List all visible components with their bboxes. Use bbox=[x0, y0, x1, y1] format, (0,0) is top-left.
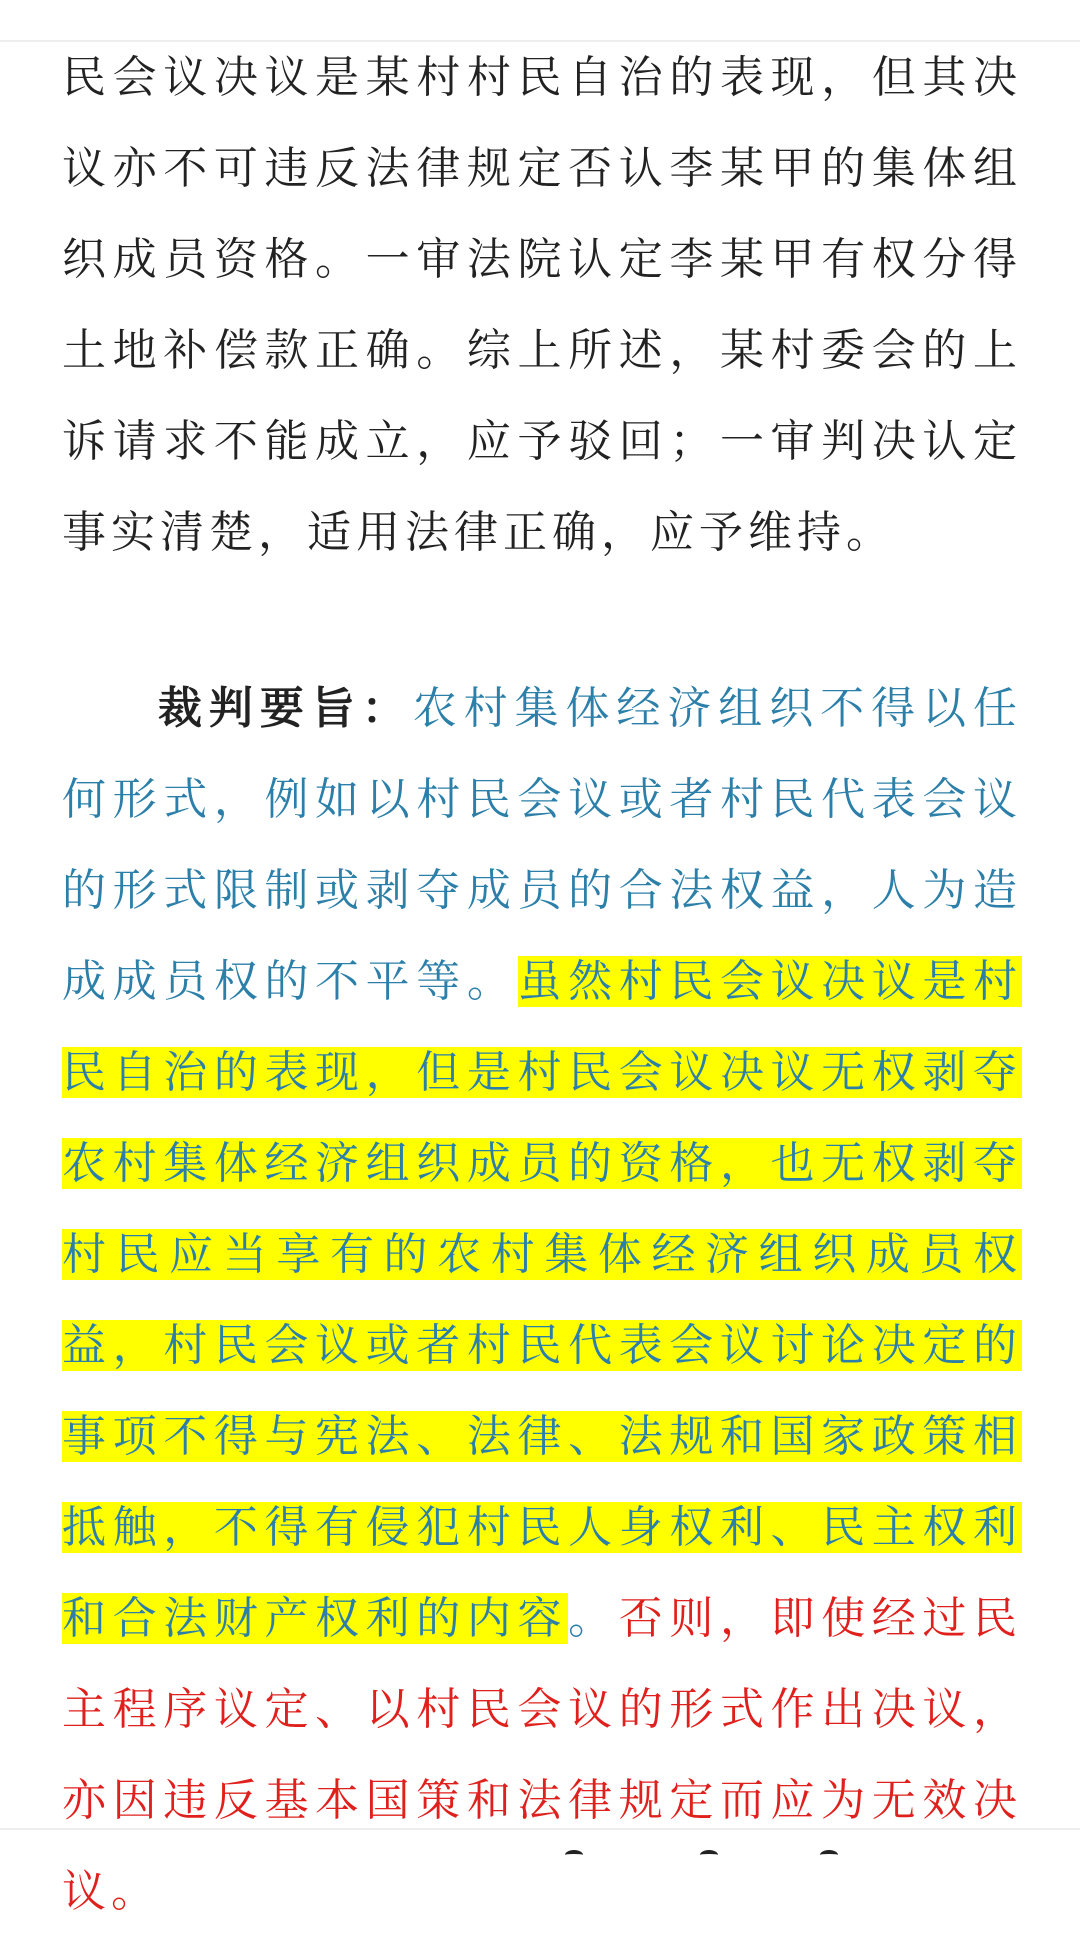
paragraph-judgment-summary bbox=[62, 663, 1022, 1937]
judgment-summary-highlighted-text: 虽然村民会议决议是村民自治的表现，但是村民会议决议无权剥夺农村集体经济组织成员的资格，也无权剥夺村民应当享有的农村集体经济组织成员权益，村民会议或者村民代表会议讨论决定的事项不得与宪法、法律、法规和国家政策相抵触，不得有侵犯村民人身权利、民主权利和合法财产权利的内容 bbox=[62, 956, 1022, 1644]
bottom-divider bbox=[0, 1828, 1080, 1830]
judgment-summary-blue-text: 农村集体经济组织不得以任何形式，例如以村民会议或者村民代表会议的形式限制或剥夺成员的合法权益，人为造成成员权的不平等。 bbox=[62, 683, 1022, 1007]
paragraph-conclusion: 民会议决议是某村村民自治的表现，但其决议亦不可违反法律规定否认李某甲的集体组织成员资格。一审法院认定李某甲有权分得土地补偿款正确。综上所述，某村委会的上诉请求不能成立，应予驳回；一审判决认定事实清楚，适用法律正确，应予维持。 bbox=[62, 52, 1022, 558]
article-body bbox=[62, 32, 1022, 1937]
judgment-summary-red-text: 否则，即使经过民主程序议定、以村民会议的形式作出决议，亦因违反基本国策和法律规定而应为无效决议。 bbox=[62, 1593, 1023, 1917]
judgment-summary-period: 。 bbox=[568, 1593, 619, 1644]
glyph-fragment bbox=[565, 1850, 583, 1860]
glyph-fragment bbox=[700, 1850, 718, 1860]
judgment-summary-label: 裁判要旨： bbox=[158, 683, 413, 734]
glyph-fragment bbox=[820, 1850, 838, 1860]
next-section-fragment bbox=[0, 1840, 1080, 1864]
